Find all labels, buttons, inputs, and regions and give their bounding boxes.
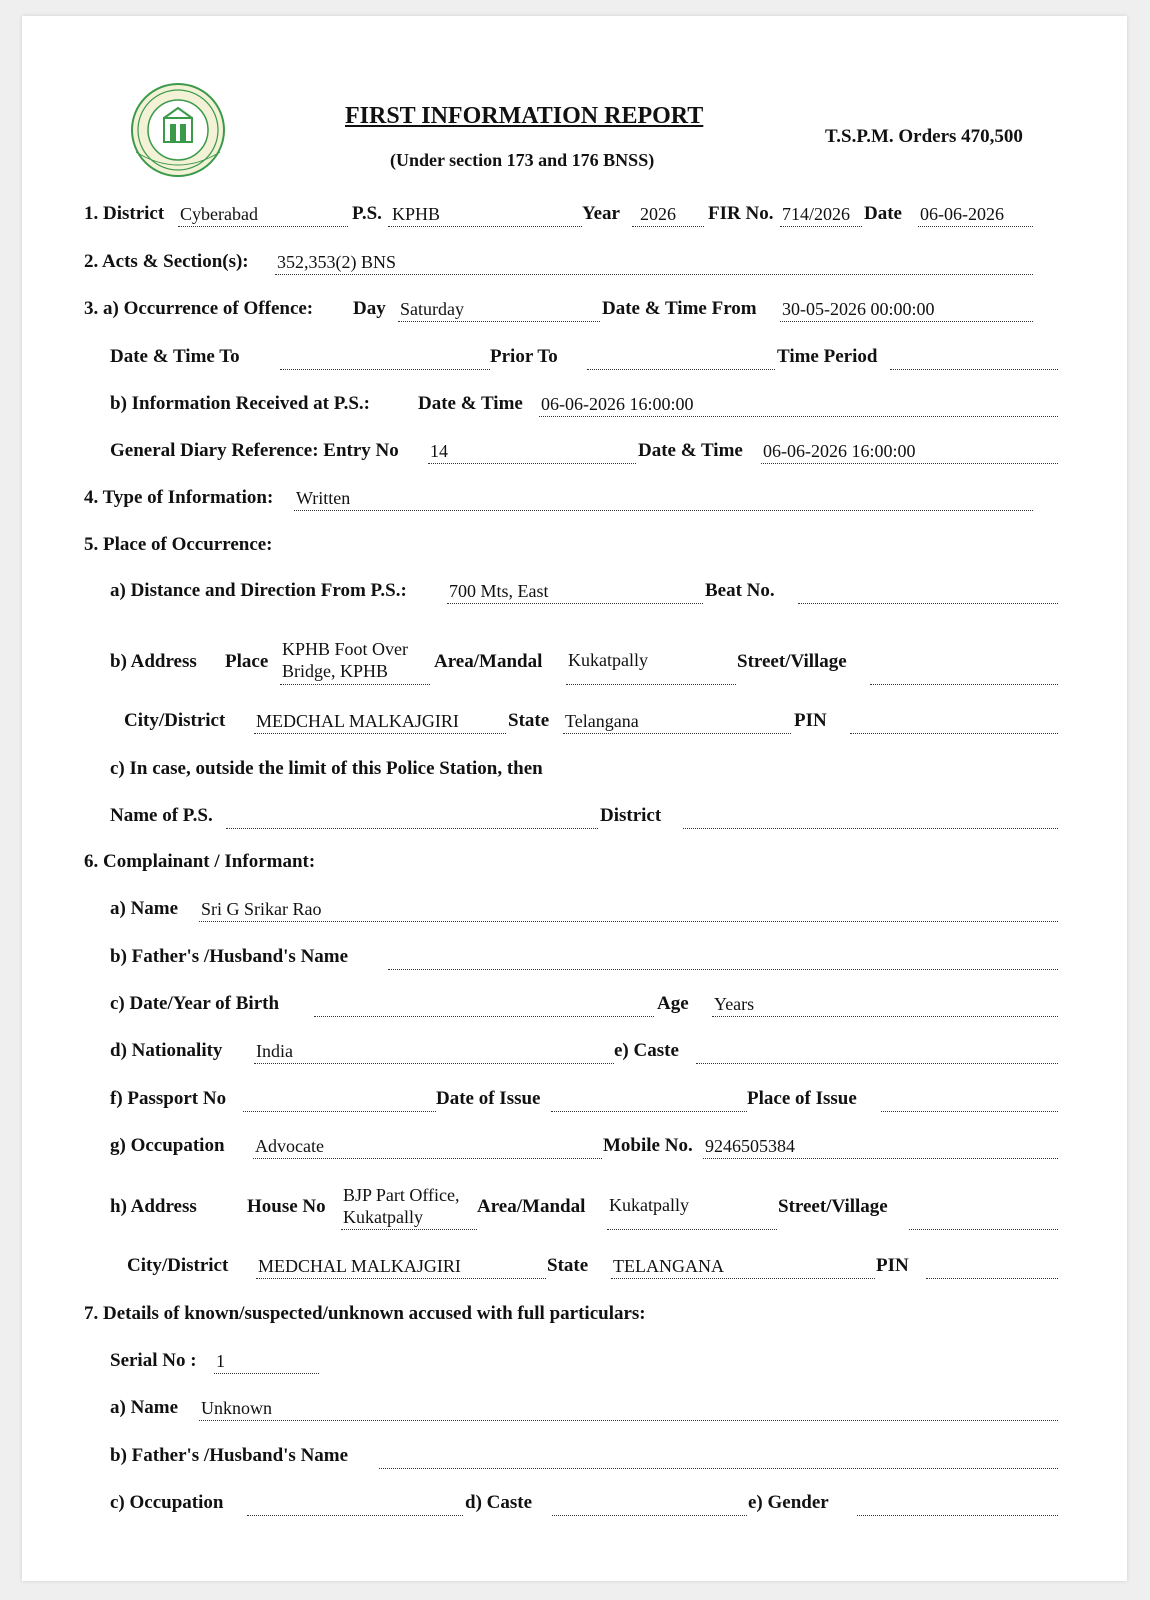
city-line: [254, 733, 506, 734]
address-label: b) Address: [110, 651, 197, 672]
house-value: BJP Part Office, Kukatpally: [343, 1185, 460, 1227]
comp-father-label: b) Father's /Husband's Name: [110, 946, 349, 967]
mobile-value: 9246505384: [705, 1136, 795, 1156]
dob-label: c) Date/Year of Birth: [110, 993, 280, 1014]
to-label: Date & Time To: [110, 346, 240, 367]
gd-entry-line: [428, 463, 636, 464]
accused-name-label: a) Name: [110, 1397, 179, 1418]
comp-address-label: h) Address: [110, 1196, 197, 1217]
accused-father-label: b) Father's /Husband's Name: [110, 1445, 349, 1466]
period-label: Time Period: [777, 346, 878, 367]
fir-line: [780, 226, 862, 227]
comp-pin-label: PIN: [876, 1255, 909, 1276]
comp-name-value: Sri G Srikar Rao: [201, 899, 322, 919]
accused-occ-label: c) Occupation: [110, 1492, 224, 1513]
accused-name-value: Unknown: [201, 1398, 272, 1418]
accused-caste-label: d) Caste: [465, 1492, 533, 1513]
telangana-seal-icon: [128, 82, 228, 182]
nationality-value: India: [256, 1041, 293, 1061]
house-line: [341, 1229, 477, 1230]
place-value: KPHB Foot Over Bridge, KPHB: [282, 639, 409, 681]
info-dt-value: 06-06-2026 16:00:00: [541, 394, 694, 414]
page-title: FIRST INFORMATION REPORT: [345, 103, 704, 129]
serial-line: [214, 1373, 319, 1374]
acts-line: [275, 274, 1033, 275]
place-label: Place: [225, 651, 269, 672]
ps-value: KPHB: [392, 204, 441, 224]
day-label: Day: [353, 298, 386, 319]
comp-state-value: TELANGANA: [613, 1256, 724, 1276]
complainant-label: 6. Complainant / Informant:: [84, 851, 316, 872]
age-line: [712, 1016, 1058, 1017]
mobile-line: [703, 1158, 1058, 1159]
fir-label: FIR No.: [708, 203, 774, 224]
comp-state-line: [611, 1278, 875, 1279]
area-line: [566, 684, 736, 685]
nationality-line: [254, 1063, 614, 1064]
acts-value: 352,353(2) BNS: [277, 252, 397, 272]
pin-label: PIN: [794, 710, 827, 731]
area-value: Kukatpally: [568, 650, 648, 670]
year-line: [632, 226, 704, 227]
comp-father-line: [388, 969, 1058, 970]
page-subtitle: (Under section 173 and 176 BNSS): [390, 150, 655, 170]
info-received-label: b) Information Received at P.S.:: [110, 393, 370, 414]
orders-reference: T.S.P.M. Orders 470,500: [825, 126, 1023, 147]
date-label: Date: [864, 203, 902, 224]
ps-name-line: [226, 828, 598, 829]
state-value: Telangana: [565, 711, 639, 731]
other-district-line: [683, 828, 1058, 829]
place-occurrence-label: 5. Place of Occurrence:: [84, 534, 273, 555]
accused-name-line: [199, 1420, 1058, 1421]
beat-label: Beat No.: [705, 580, 775, 601]
distance-line: [447, 603, 703, 604]
issue-date-line: [551, 1111, 747, 1112]
area-label: Area/Mandal: [434, 651, 543, 672]
acts-label: 2. Acts & Section(s):: [84, 251, 249, 272]
beat-line: [798, 603, 1058, 604]
to-line: [280, 369, 490, 370]
gd-label: General Diary Reference: Entry No: [110, 440, 399, 461]
accused-caste-line: [552, 1515, 747, 1516]
comp-street-line: [909, 1229, 1058, 1230]
day-line: [398, 321, 600, 322]
state-line: [563, 733, 791, 734]
gd-dt-line: [761, 463, 1058, 464]
comp-city-line: [256, 1278, 546, 1279]
district-line: [178, 226, 348, 227]
city-label: City/District: [124, 710, 226, 731]
issue-place-label: Place of Issue: [747, 1088, 857, 1109]
date-line: [918, 226, 1033, 227]
comp-city-label: City/District: [127, 1255, 229, 1276]
place-line: [280, 684, 430, 685]
comp-pin-line: [926, 1278, 1058, 1279]
info-type-value: Written: [296, 488, 351, 508]
age-value: Years: [714, 994, 755, 1014]
date-value: 06-06-2026: [920, 204, 1004, 224]
city-value: MEDCHAL MALKAJGIRI: [256, 711, 459, 731]
district-value: Cyberabad: [180, 204, 258, 224]
info-type-line: [294, 510, 1033, 511]
gd-entry-value: 14: [430, 441, 448, 461]
pin-line: [850, 733, 1058, 734]
serial-label: Serial No :: [110, 1350, 197, 1371]
passport-line: [243, 1111, 436, 1112]
accused-occ-line: [247, 1515, 463, 1516]
occupation-line: [253, 1158, 602, 1159]
gd-dt-value: 06-06-2026 16:00:00: [763, 441, 916, 461]
ps-name-label: Name of P.S.: [110, 805, 213, 826]
comp-name-line: [199, 921, 1058, 922]
caste-line: [696, 1063, 1058, 1064]
accused-label: 7. Details of known/suspected/unknown accused with full particulars:: [84, 1303, 646, 1324]
occupation-value: Advocate: [255, 1136, 324, 1156]
dob-line: [314, 1016, 654, 1017]
age-label: Age: [657, 993, 689, 1014]
info-dt-line: [539, 416, 1058, 417]
info-dt-label: Date & Time: [418, 393, 523, 414]
district-label: 1. District: [84, 203, 165, 224]
ps-label: P.S.: [352, 203, 382, 224]
state-label: State: [508, 710, 550, 731]
from-value: 30-05-2026 00:00:00: [782, 299, 935, 319]
comp-state-label: State: [547, 1255, 589, 1276]
caste-label: e) Caste: [614, 1040, 679, 1061]
distance-value: 700 Mts, East: [449, 581, 549, 601]
from-line: [780, 321, 1033, 322]
nationality-label: d) Nationality: [110, 1040, 223, 1061]
prior-label: Prior To: [490, 346, 558, 367]
info-type-label: 4. Type of Information:: [84, 487, 274, 508]
issue-date-label: Date of Issue: [436, 1088, 541, 1109]
occurrence-label: 3. a) Occurrence of Offence:: [84, 298, 314, 319]
comp-area-line: [607, 1229, 777, 1230]
mobile-label: Mobile No.: [603, 1135, 693, 1156]
comp-area-label: Area/Mandal: [477, 1196, 586, 1217]
accused-gender-line: [857, 1515, 1058, 1516]
gd-dt-label: Date & Time: [638, 440, 743, 461]
accused-father-line: [379, 1468, 1058, 1469]
issue-place-line: [881, 1111, 1058, 1112]
day-value: Saturday: [400, 299, 464, 319]
comp-name-label: a) Name: [110, 898, 179, 919]
occupation-label: g) Occupation: [110, 1135, 225, 1156]
from-label: Date & Time From: [602, 298, 757, 319]
comp-street-label: Street/Village: [778, 1196, 888, 1217]
outside-limit-label: c) In case, outside the limit of this Police Station, then: [110, 758, 543, 779]
year-value: 2026: [640, 204, 676, 224]
distance-label: a) Distance and Direction From P.S.:: [110, 580, 407, 601]
passport-label: f) Passport No: [110, 1088, 227, 1109]
comp-area-value: Kukatpally: [609, 1195, 689, 1215]
street-line: [870, 684, 1058, 685]
house-label: House No: [247, 1196, 326, 1217]
other-district-label: District: [600, 805, 662, 826]
accused-gender-label: e) Gender: [748, 1492, 829, 1513]
street-label: Street/Village: [737, 651, 847, 672]
period-line: [890, 369, 1058, 370]
serial-value: 1: [216, 1351, 225, 1371]
comp-city-value: MEDCHAL MALKAJGIRI: [258, 1256, 461, 1276]
fir-value: 714/2026: [782, 204, 851, 224]
prior-line: [587, 369, 775, 370]
ps-line: [388, 226, 582, 227]
year-label: Year: [582, 203, 620, 224]
